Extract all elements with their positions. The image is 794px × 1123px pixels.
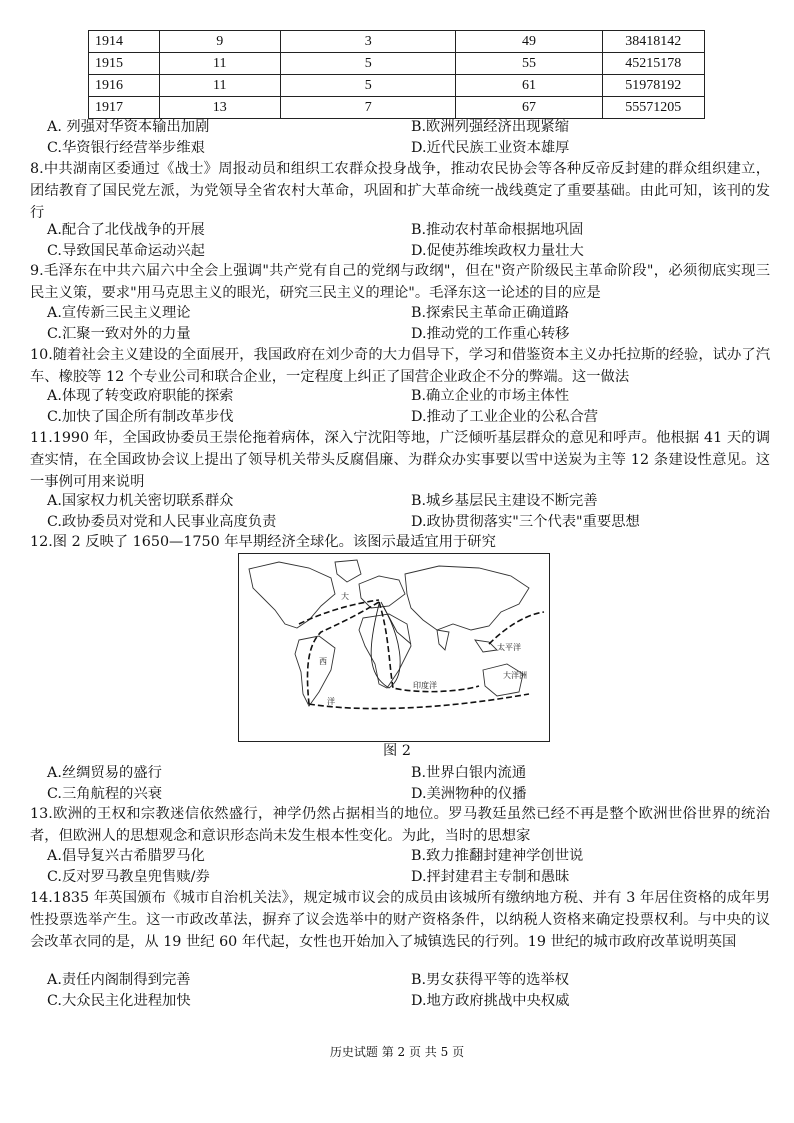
table-cell: 45215178	[602, 53, 704, 75]
q9-option-b[interactable]: B.探索民主革命正确道路	[411, 305, 570, 321]
table-cell: 51978192	[602, 75, 704, 97]
q8-option-a[interactable]: A.配合了北伐战争的开展	[47, 222, 205, 238]
q10-option-c[interactable]: C.加快了国企所有制改革步伐	[47, 409, 234, 425]
table-cell: 49	[456, 31, 602, 53]
q9-option-c[interactable]: C.汇聚一致对外的力量	[47, 326, 191, 342]
table-row	[89, 31, 705, 53]
table-cell: 3	[280, 31, 455, 53]
map-label-oceania: 大洋洲	[503, 671, 527, 680]
q11-option-d[interactable]: D.政协贯彻落实"三个代表"重要思想	[411, 514, 640, 530]
q9-stem: 9.毛泽东在中共六届六中全会上强调"共产党有自己的党纲与政纲"，但在"资产阶级民主革命阶段"，必须彻底实现三民主义策，要求"用马克思主义的眼光，研究三民主义的理论"。毛泽东这一论述的目的应是	[30, 263, 770, 301]
q11-stem: 11.1990 年，全国政协委员王崇伦拖着病体，深入宁沈阳等地，广泛倾听基层群众的意见和呼声。他根据 41 天的调查实情，在全国政协会议上提出了领导机关带头反腐倡廉、为群众办实事要以雪中送炭为主等 12 条建设性意见。这一事例可用来说明	[30, 430, 770, 490]
q12-stem: 12.图 2 反映了 1650—1750 年早期经济全球化。该图示最适宜用于研究	[30, 534, 496, 550]
data-table	[88, 30, 705, 119]
q14-option-d[interactable]: D.地方政府挑战中央权威	[411, 993, 570, 1009]
table-cell: 11	[159, 53, 280, 75]
table-cell: 38418142	[602, 31, 704, 53]
q11-option-c[interactable]: C.政协委员对党和人民事业高度负责	[47, 514, 277, 530]
q12-option-a[interactable]: A.丝绸贸易的盛行	[47, 765, 162, 781]
table-cell: 1914	[89, 31, 160, 53]
table-cell: 13	[159, 97, 280, 119]
map-label-atlantic-lower: 洋	[327, 697, 335, 706]
table-cell: 7	[280, 97, 455, 119]
q14-stem: 14.1835 年英国颁布《城市自治机关法》，规定城市议会的成员由该城所有缴纳地方税、并有 3 年居住资格的成年男性投票选举产生。这一市政改革法，摒弃了议会选举中的财产资格条件，以纳税人资格来确定投票权利。与中央的议会改革衣同的是，从 19 世纪 60 年代起，女性也开始加入了城镇选民的行列。19 世纪的城市政府改革说明英国	[30, 890, 770, 950]
table-cell: 9	[159, 31, 280, 53]
q13-option-d[interactable]: D.抨封建君主专制和愚昧	[411, 869, 570, 885]
q12-option-b[interactable]: B.世界白银内流通	[411, 765, 527, 781]
q12-option-c[interactable]: C.三角航程的兴衰	[47, 786, 163, 802]
table-row	[89, 75, 705, 97]
q7-option-c[interactable]: C.华资银行经营举步维艰	[47, 140, 205, 156]
q13-option-a[interactable]: A.倡导复兴古希腊罗马化	[47, 848, 205, 864]
q14-option-a[interactable]: A.责任内阁制得到完善	[47, 972, 191, 988]
q8-option-b[interactable]: B.推动农村革命根据地巩固	[411, 222, 584, 238]
q8-option-c[interactable]: C.导致国民革命运动兴起	[47, 243, 205, 259]
table-cell: 1915	[89, 53, 160, 75]
q9-option-d[interactable]: D.推动党的工作重心转移	[411, 326, 570, 342]
q14-option-c[interactable]: C.大众民主化进程加快	[47, 993, 191, 1009]
table-cell: 1916	[89, 75, 160, 97]
table-cell: 67	[456, 97, 602, 119]
world-trade-map	[238, 553, 550, 742]
q9-option-a[interactable]: A.宣传新三民主义理论	[47, 305, 191, 321]
table-row	[89, 53, 705, 75]
table-cell: 61	[456, 75, 602, 97]
figure-caption: 图 2	[383, 743, 411, 759]
world-map-figure	[239, 554, 549, 741]
table-cell: 5	[280, 53, 455, 75]
q10-stem: 10.随着社会主义建设的全面展开，我国政府在刘少奇的大力倡导下，学习和借鉴资本主义办托拉斯的经验，试办了汽车、橡胶等 12 个专业公司和联合企业，一定程度上纠正了国营企业政企不分的弊端。这一做法	[30, 347, 770, 385]
q10-option-a[interactable]: A.体现了转变政府职能的探索	[47, 388, 234, 404]
q13-option-c[interactable]: C.反对罗马教皇兜售赎/券	[47, 869, 210, 885]
map-label-atlantic-upper: 大	[341, 592, 349, 601]
page-footer: 历史试题 第 2 页 共 5 页	[329, 1045, 465, 1059]
table-cell: 1917	[89, 97, 160, 119]
q7-option-b[interactable]: B.欧洲列强经济出现紧缩	[411, 119, 570, 135]
table-cell: 55571205	[602, 97, 704, 119]
q8-option-d[interactable]: D.促使苏维埃政权力量壮大	[411, 243, 584, 259]
q7-option-a[interactable]: A. 列强对华资本输出加剧	[47, 119, 210, 135]
map-label-pacific: 太平洋	[497, 643, 521, 652]
q12-option-d[interactable]: D.美洲物种的仪播	[411, 786, 527, 802]
q11-option-a[interactable]: A.国家权力机关密切联系群众	[47, 493, 234, 509]
q14-option-b[interactable]: B.男女获得平等的选举权	[411, 972, 570, 988]
q8-stem: 8.中共湖南区委通过《战士》周报动员和组织工农群众投身战争，推动农民协会等各种反帝反封建的群众组织建立，团结教育了国民党左派，为党领导全省农村大革命，巩固和扩大革命统一战线奠定了重要基础。由此可知，该刊的发行	[30, 161, 770, 221]
q13-stem: 13.欧洲的王权和宗教迷信依然盛行，神学仍然占据相当的地位。罗马教廷虽然已经不再是整个欧洲世俗世界的统治者，但欧洲人的思想观念和意识形态尚未发生根本性变化。为此，当时的思想家	[30, 806, 770, 844]
q7-option-d[interactable]: D.近代民族工业资本雄厚	[411, 140, 570, 156]
table-cell: 11	[159, 75, 280, 97]
q13-option-b[interactable]: B.致力推翻封建神学创世说	[411, 848, 584, 864]
q11-option-b[interactable]: B.城乡基层民主建设不断完善	[411, 493, 598, 509]
q10-option-d[interactable]: D.推动了工业企业的公私合营	[411, 409, 599, 425]
map-label-atlantic-middle: 西	[319, 657, 327, 666]
table-cell: 5	[280, 75, 455, 97]
map-label-indian-ocean: 印度洋	[413, 681, 437, 690]
q10-option-b[interactable]: B.确立企业的市场主体性	[411, 388, 570, 404]
table-cell: 55	[456, 53, 602, 75]
